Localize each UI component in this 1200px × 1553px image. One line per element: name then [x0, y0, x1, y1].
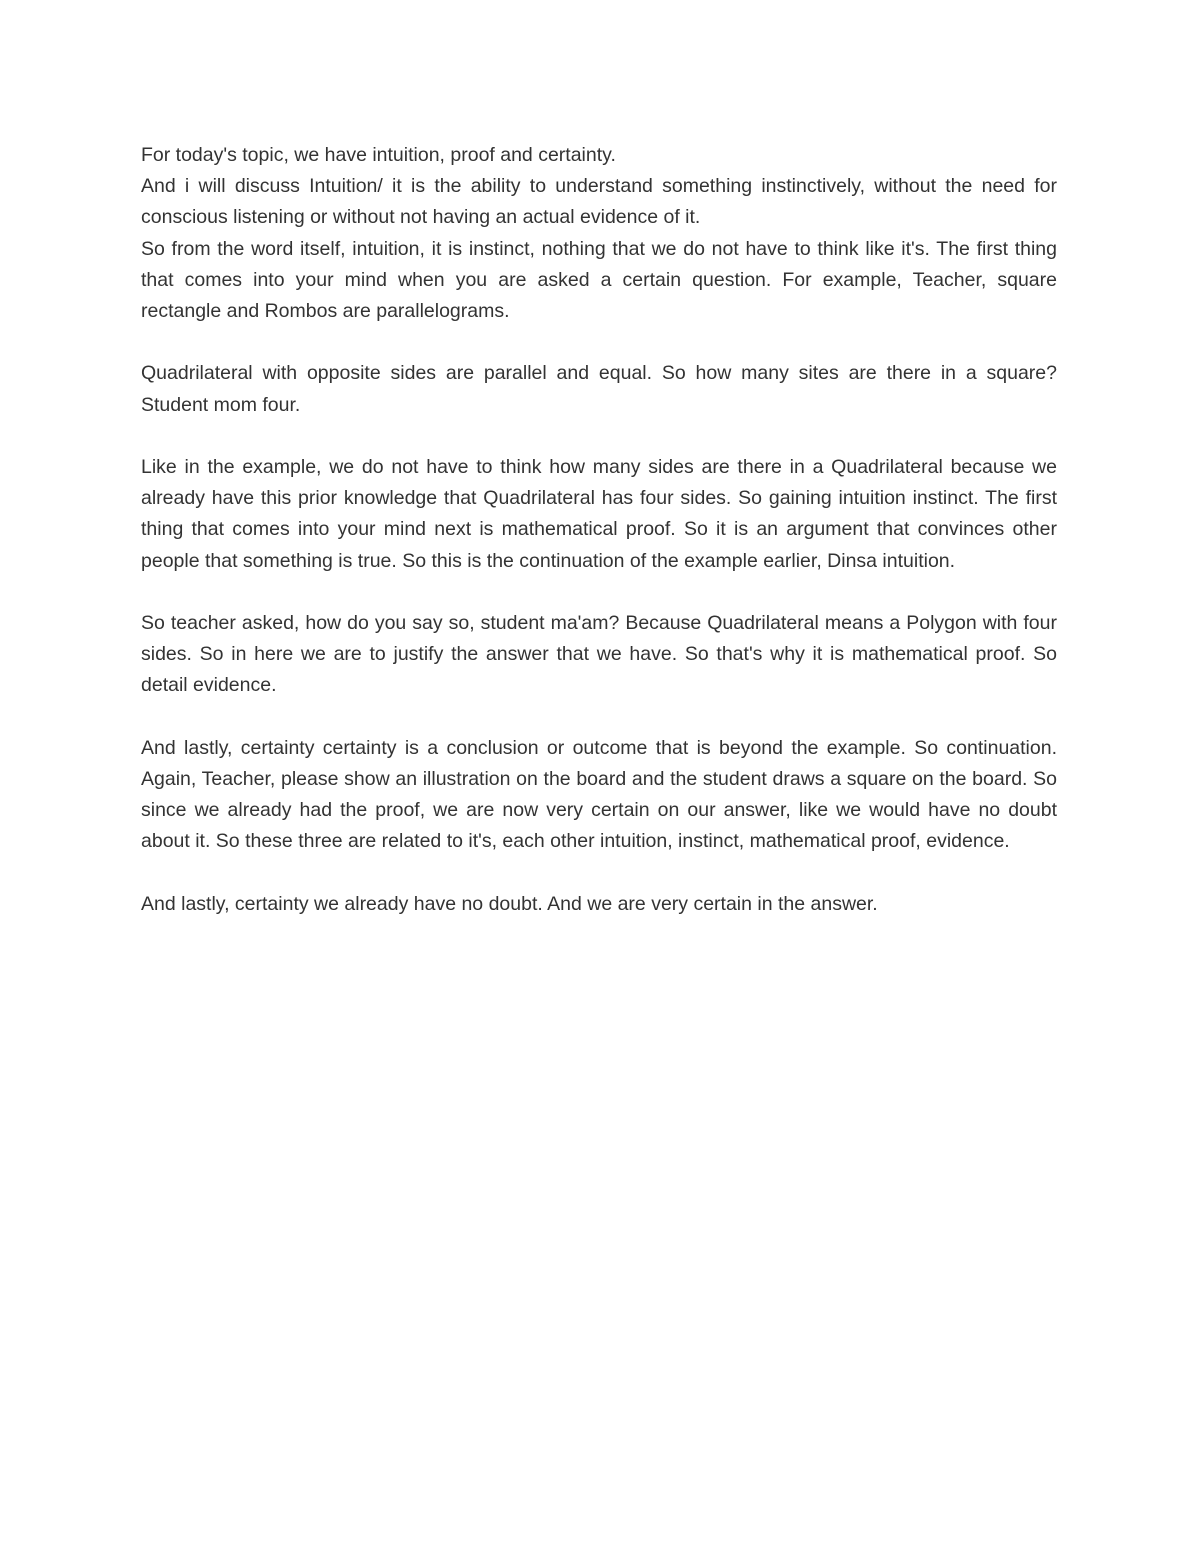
paragraph-intuition-definition: And i will discuss Intuition/ it is the ability to understand something instinctively, without the need for conscious listening or without not having an actual evidence of it.: [141, 175, 1057, 229]
paragraph-intuition-example: So from the word itself, intuition, it is instinct, nothing that we do not have to think like it's. The first thing that comes into your mind when you are asked a certain question. For example, Teacher, square rectangle and Rombos are parallelograms.: [141, 237, 1057, 323]
paragraph-intro: For today's topic, we have intuition, proof and certainty.: [141, 144, 616, 166]
document-body: [141, 140, 1057, 920]
paragraph-proof: Like in the example, we do not have to think how many sides are there in a Quadrilateral because we already have this prior knowledge that Quadrilateral has four sides. So gaining intuition instinct. The first thing that comes into your mind next is mathematical proof. So it is an argument that convinces other people that something is true. So this is the continuation of the example earlier, Dinsa intuition.: [141, 456, 1057, 572]
paragraph-quadrilateral: Quadrilateral with opposite sides are parallel and equal. So how many sites are there in a square? Student mom four.: [141, 362, 1057, 416]
paragraph-justification: So teacher asked, how do you say so, student ma'am? Because Quadrilateral means a Polygon with four sides. So in here we are to justify the answer that we have. So that's why it is mathematical proof. So detail evidence.: [141, 612, 1057, 697]
paragraph-conclusion: And lastly, certainty we already have no doubt. And we are very certain in the answer.: [141, 892, 878, 915]
paragraph-certainty: And lastly, certainty certainty is a conclusion or outcome that is beyond the example. So continuation. Again, Teacher, please show an illustration on the board and the student draws a square on the board. So since we already had the proof, we are now very certain on our answer, like we would have no doubt about it. So these three are related to it's, each other intuition, instinct, mathematical proof, evidence.: [141, 736, 1057, 853]
